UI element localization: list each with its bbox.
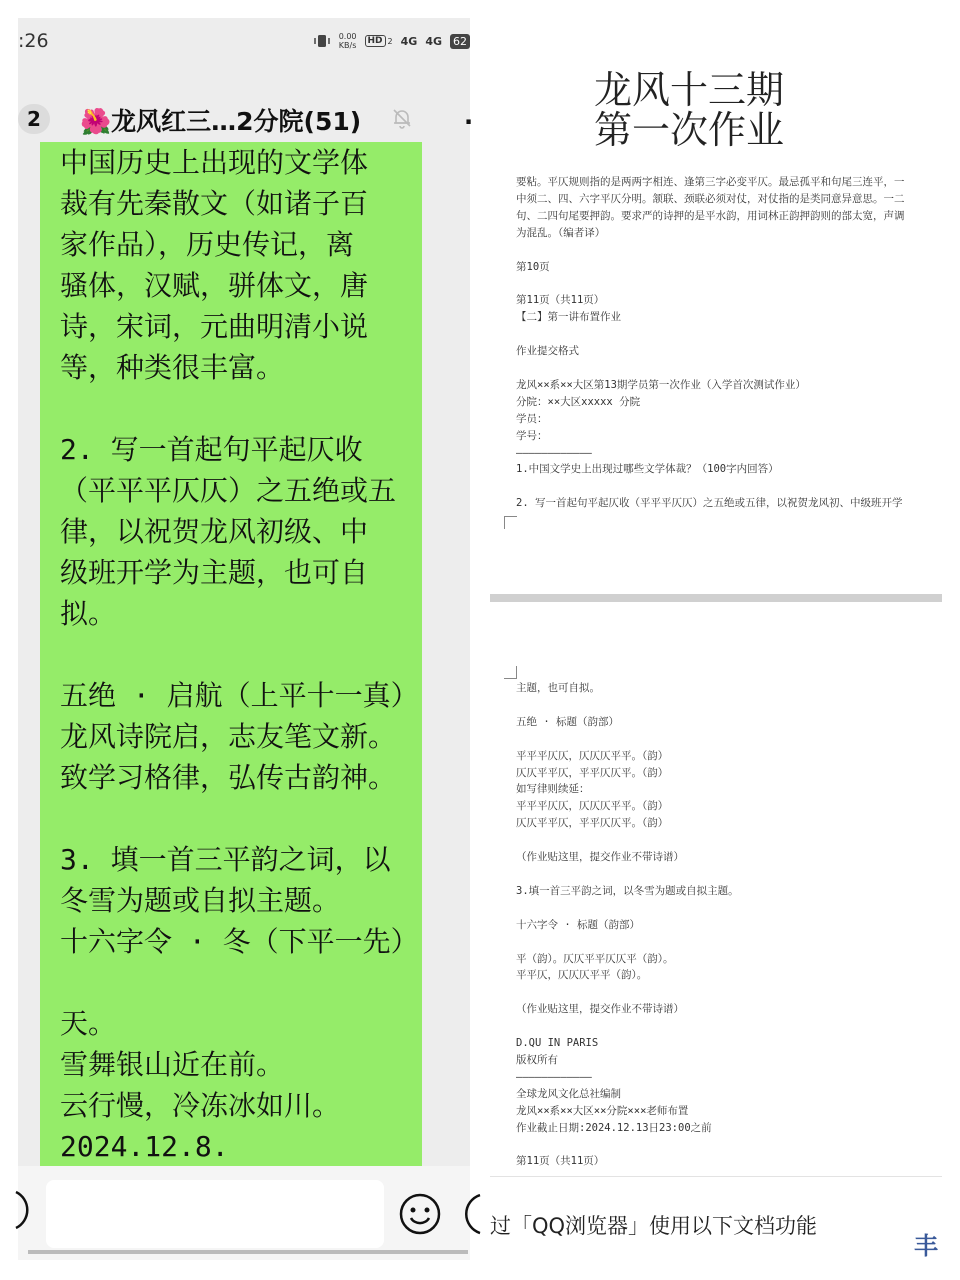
mute-bell-icon [390,106,414,130]
corner-badge[interactable]: 丰 [914,1232,938,1260]
message-bubble[interactable] [40,142,422,1166]
document-page-2-text: 主题，也可自拟。 五绝 · 标题（韵部） 平平平仄仄，仄仄仄平平。（韵） 仄仄平平仄，平平仄仄平。（韵） 如写律则续延： 平平平仄仄，仄仄仄平平。（韵） 仄仄平平仄，平平仄仄平。（韵） （作业贴这里，提交作业不带诗谱） 3.填一首三平韵之词，以冬雪为题或自拟主题。 十六字令 · 标题（韵部） 平（韵）。仄仄平平仄仄平（韵）。 平平仄，仄仄仄平平（韵）。 （作业贴这里，提交作业不带诗谱） D.QU IN PARIS 版权所有 ———————————— 全球龙风文化总社编制 龙风××系××大区××分院×××老师布置 作业截止日期:2024.12.13日23:00之前 第11页（共11页） [516,682,739,1168]
input-bar [18,1166,470,1260]
page-bottom-divider [490,1176,942,1177]
battery-indicator: 62 [450,34,470,49]
emoji-icon[interactable] [398,1192,442,1236]
status-bar [18,18,470,64]
message-input[interactable] [46,1180,384,1248]
hd-badge: HD [365,35,386,47]
page-corner-mark [504,516,517,529]
document-title: 龙风十三期 第一次作业 [594,68,785,152]
sim1-sub: 2 [387,36,393,46]
signal-2: 4G [425,34,442,48]
flower-emoji-icon: 🌺 [80,107,112,136]
voice-icon[interactable] [2,1188,32,1232]
more-dots-icon[interactable]: · [464,108,474,136]
message-text: 中国历史上出现的文学体 裁有先秦散文（如诸子百 家作品），历史传记，离 骚体，汉赋，骈体文，唐 诗，宋词，元曲明清小说 等，种类很丰富。 2. 写一首起句平起仄收 （平平平仄仄）之五绝或五 律，以祝贺龙风初级、中 级班开学为主题，也可自 拟。 五绝 · 启航（上平十一真） 龙风诗院启，志友笔文新。 致学习格律，弘传古韵神。 3. 填一首三平韵之词，以 冬雪为题或自拟主题。 十六字令 · 冬（下平一先） 天。 雪舞银山近在前。 云行慢，冷冻冰如川。 2024.12.8. [60,146,419,1163]
document-page-1-text: 要粘。平仄规则指的是两两字相连、逢第三字必变平仄。最忌孤平和句尾三连平，一 中须二、四、六字平仄分明。颔联、颈联必须对仗，对仗指的是类同意异意思。一二 句、二四句尾要押韵。要求严的诗押的是平水韵，用词林正韵押韵则的部太宽，声调 为混乱。（编者译） 第10页 第11页（共11页） 【二】第一讲布置作业 作业提交格式 龙风××系××大区第13期学员第一次作业（入学首次测试作业） 分院：××大区xxxxx 分院 学员： 学号： ———————————— 1.中国文学史上出现过哪些文学体裁？（100字内回答） 2. 写一首起句平起仄收（平平平仄仄）之五绝或五律，以祝贺龙风初、中级班开学 [516,176,905,510]
page-corner-mark [504,666,517,679]
home-indicator [28,1250,468,1254]
status-icons [313,32,470,50]
signal-1: 4G [400,34,418,48]
unread-count-back-button[interactable]: 2 [18,104,50,134]
page-separator [490,594,942,602]
chat-title-text: 龙风红三…2分院(51) [111,107,362,136]
qq-browser-hint[interactable]: 过「QQ浏览器」使用以下文档功能 [490,1214,818,1238]
chat-title[interactable] [80,102,361,138]
chat-header [18,88,474,150]
chat-screen [18,18,474,1260]
document-viewer [490,18,942,1278]
plus-icon[interactable] [462,1192,482,1236]
network-speed: 0.00 KB/s [338,32,357,50]
status-time: :26 [18,30,49,52]
vibrate-icon [313,34,331,48]
